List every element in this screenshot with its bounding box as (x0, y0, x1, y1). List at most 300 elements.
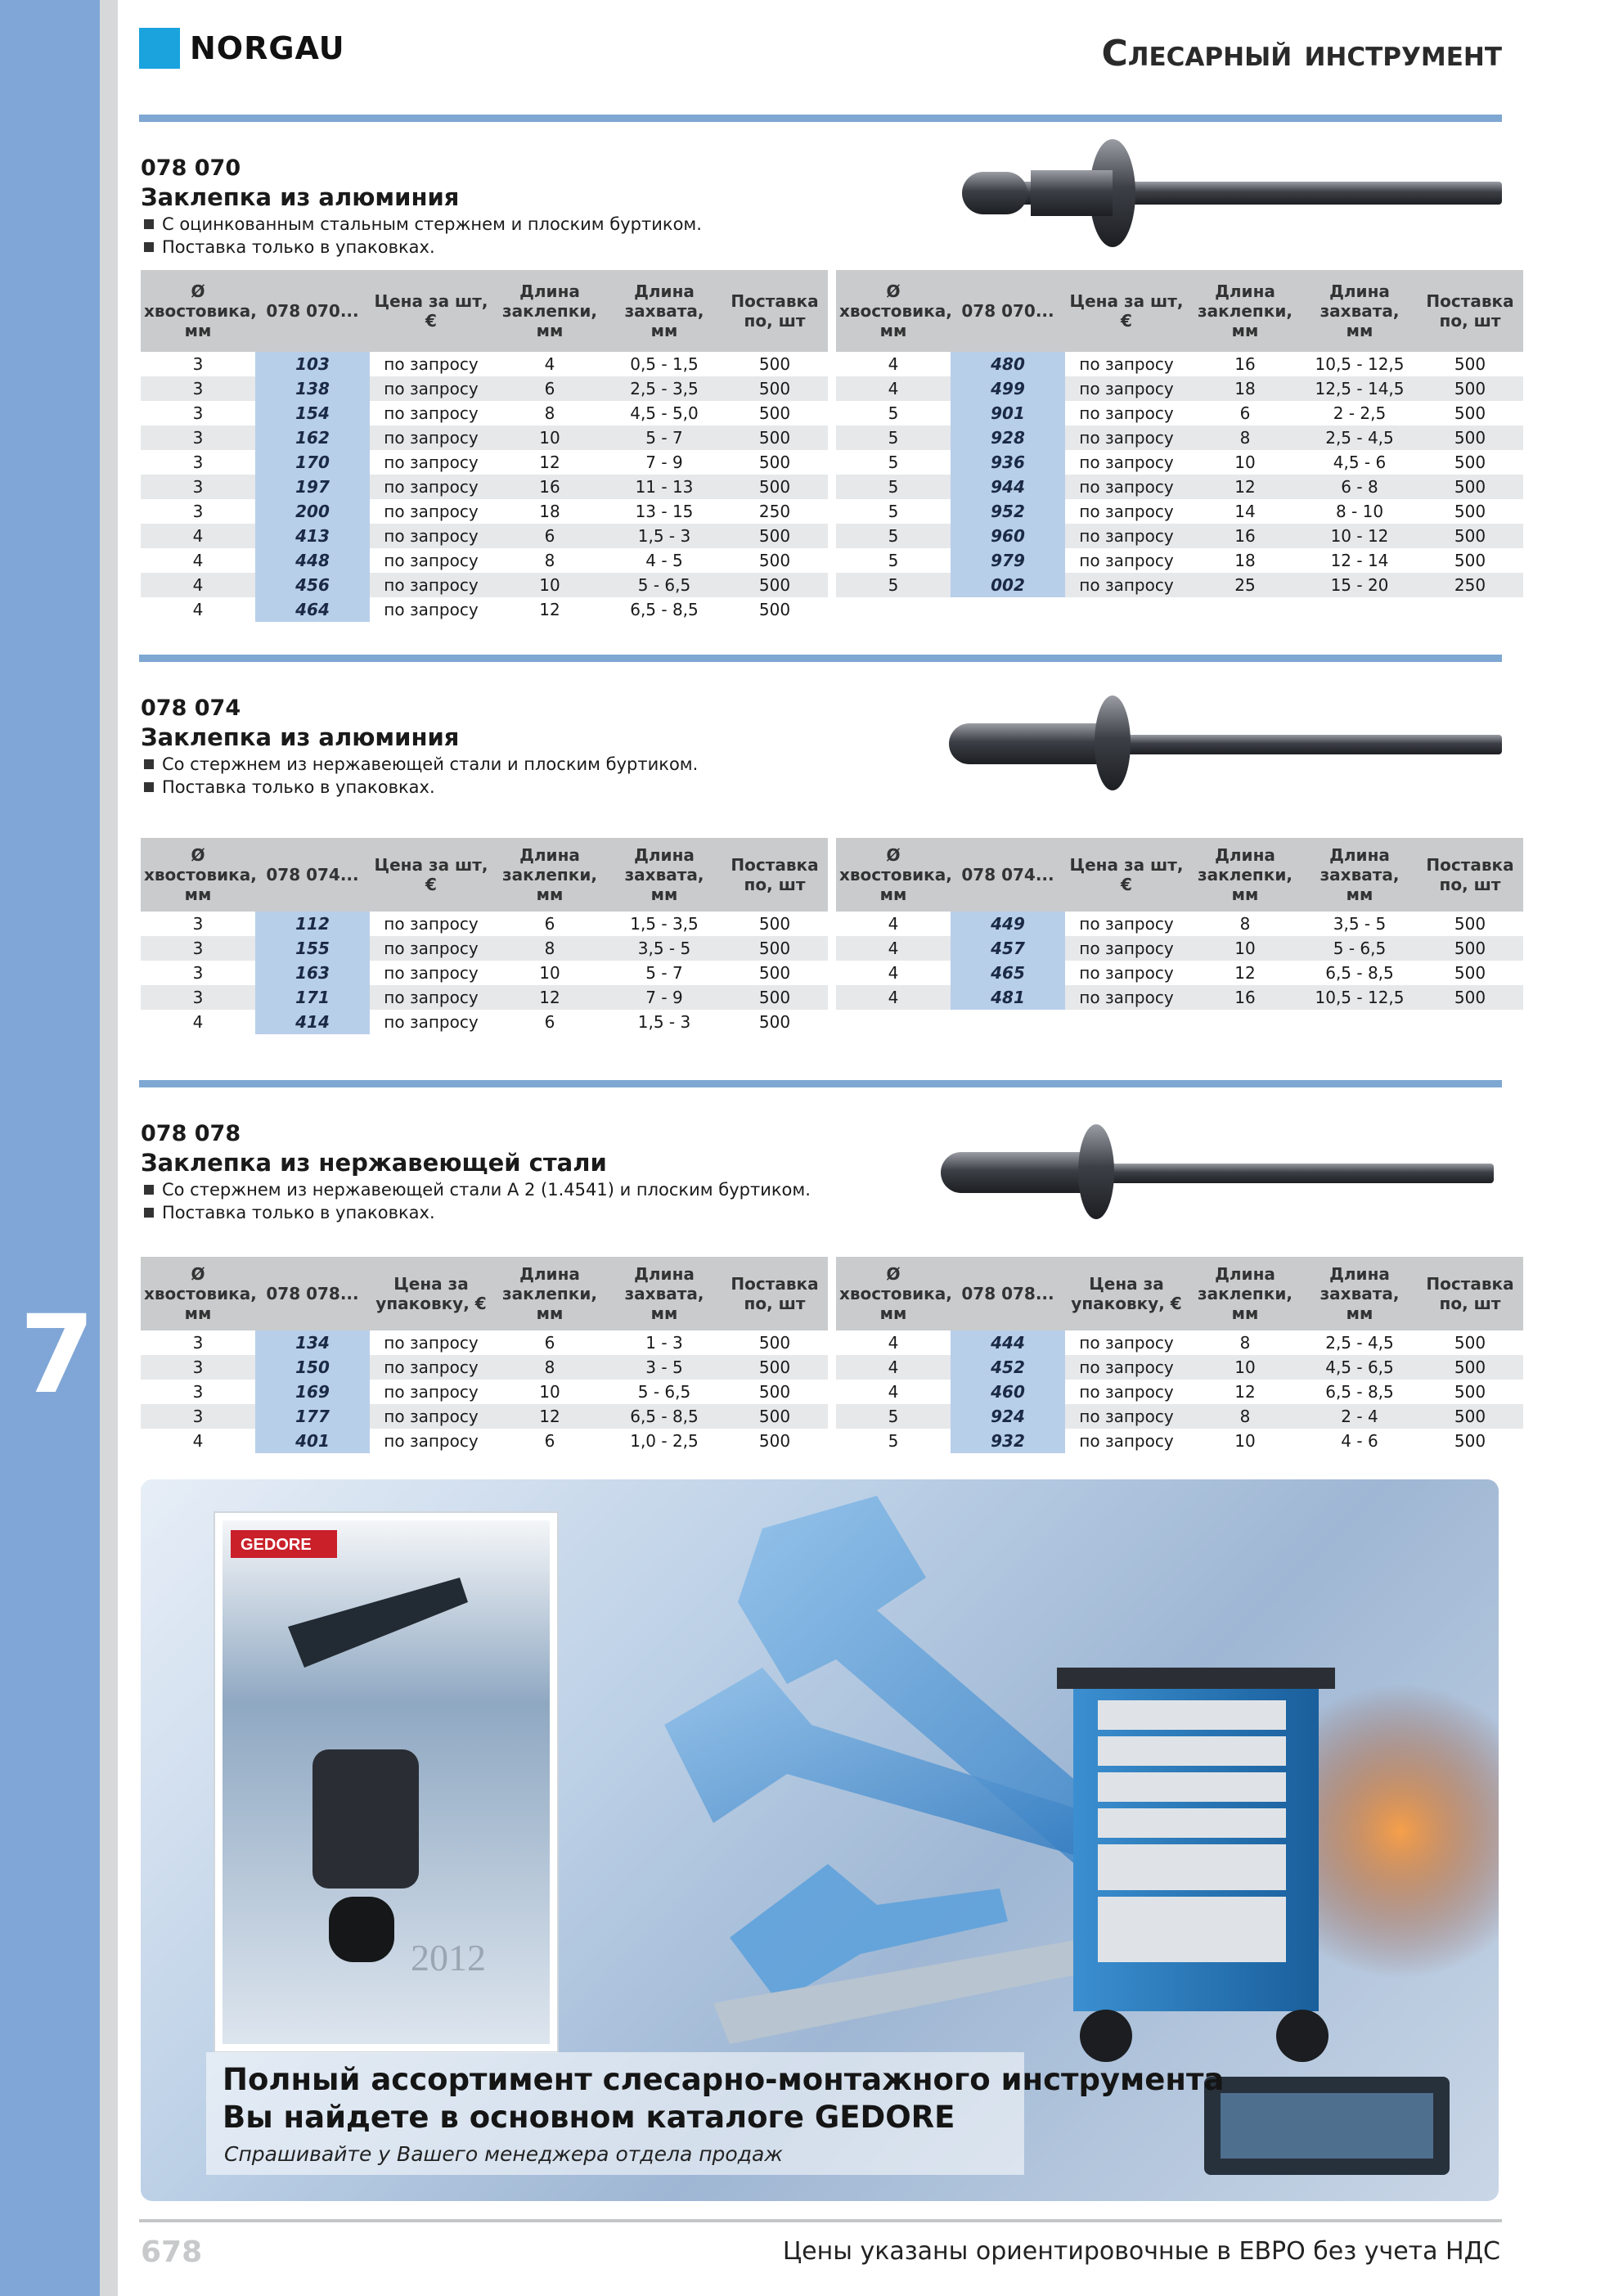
article-code-cell: 134 (255, 1330, 370, 1355)
table-cell: 4 (888, 354, 899, 374)
spec-table-left (141, 270, 828, 622)
table-cell: 8 (1188, 425, 1302, 450)
table-cell: 3 (192, 1382, 204, 1402)
section-divider (139, 115, 1502, 122)
catalog-brand-label: GEDORE (241, 1536, 312, 1554)
table-cell: 500 (1417, 524, 1523, 548)
table-cell: 500 (1454, 403, 1486, 423)
table-cell: по запросу (384, 1012, 479, 1032)
table-cell: 500 (1454, 452, 1486, 472)
column-header: Ø хвостовика, мм (836, 1257, 951, 1330)
table-cell: 500 (758, 403, 791, 423)
table-cell: 500 (758, 1382, 791, 1402)
table-cell: 3 (141, 425, 255, 450)
column-header: Длина заклепки, мм (1188, 838, 1302, 912)
table-cell: 12 (1188, 475, 1302, 499)
table-cell: 10 (1188, 1355, 1302, 1380)
table-cell: 10,5 - 12,5 (1302, 985, 1417, 1010)
column-header: 078 078... (255, 1257, 370, 1330)
table-cell: 10 (1234, 1431, 1256, 1451)
table-cell: 11 - 13 (607, 475, 722, 499)
table-cell: 6 - 8 (1302, 475, 1417, 499)
table-cell: 500 (758, 1431, 791, 1451)
table-row (836, 475, 1523, 499)
table-cell: 2,5 - 3,5 (607, 376, 722, 401)
table-cell: 5 (836, 573, 951, 597)
bullet-square-icon (144, 1185, 154, 1195)
table-row (836, 1404, 1523, 1429)
table-cell: 5 (888, 551, 899, 570)
brand-name: NORGAU (190, 30, 345, 66)
article-code-cell: 928 (951, 425, 1065, 450)
table-cell: 6,5 - 8,5 (1325, 963, 1394, 983)
table-cell: 500 (758, 551, 791, 570)
table-cell: 3 (192, 403, 204, 423)
table-cell: по запросу (1065, 573, 1188, 597)
section-bullets (141, 753, 698, 799)
table-cell: 6,5 - 8,5 (607, 1404, 722, 1429)
table-cell: 500 (722, 1355, 828, 1380)
table-cell: 8 (1239, 914, 1251, 934)
spec-table-right (836, 1257, 1523, 1453)
banner-note: Спрашивайте у Вашего менеджера отдела продаж (224, 2142, 783, 2166)
column-header: Ø хвостовика, мм (836, 270, 951, 352)
table-cell: 12 (492, 985, 607, 1010)
table-cell: 500 (1454, 963, 1486, 983)
column-header: Ø хвостовика, мм (141, 270, 255, 352)
table-row (141, 1010, 828, 1034)
table-cell: 4,5 - 6,5 (1302, 1355, 1417, 1380)
table-cell: 6 (544, 1333, 555, 1353)
table-row (836, 1380, 1523, 1404)
side-strip (0, 0, 100, 2296)
table-cell: 6 (1239, 403, 1251, 423)
table-cell: 500 (1454, 551, 1486, 570)
table-cell: 10 (492, 573, 607, 597)
article-code-cell: 413 (255, 524, 370, 548)
table-row (836, 1429, 1523, 1453)
table-cell: 2,5 - 4,5 (1325, 1333, 1394, 1353)
article-code-cell: 170 (255, 450, 370, 475)
table-cell: 3 (141, 1355, 255, 1380)
table-row (836, 352, 1523, 376)
table-cell: 6,5 - 8,5 (630, 600, 699, 619)
table-cell: 5 - 6,5 (1302, 936, 1417, 961)
column-header: Длина заклепки, мм (492, 1257, 607, 1330)
bullet-item: Поставка только в упаковках. (141, 1201, 811, 1224)
column-header: Длина заклепки, мм (492, 270, 607, 352)
table-row (141, 573, 828, 597)
article-code-cell: 960 (951, 524, 1065, 548)
logo-square-icon (139, 28, 180, 69)
gedore-banner (141, 1479, 1499, 2201)
article-code-cell: 480 (951, 352, 1065, 376)
table-cell: по запросу (370, 573, 492, 597)
table-cell: 8 (492, 936, 607, 961)
table-cell: 8 (1239, 1333, 1251, 1353)
table-cell: по запросу (1065, 1355, 1188, 1380)
article-code-cell: 103 (255, 352, 370, 376)
table-cell: 500 (758, 1333, 791, 1353)
table-cell: по запросу (370, 1404, 492, 1429)
column-header: Поставка по, шт (722, 270, 828, 352)
table-cell: 500 (1454, 354, 1486, 374)
table-cell: 16 (492, 475, 607, 499)
article-code-cell: 154 (255, 401, 370, 425)
article-code-cell: 200 (255, 499, 370, 524)
article-code-cell: 979 (951, 548, 1065, 573)
table-cell: 4 (192, 551, 204, 570)
article-code-cell: 449 (951, 912, 1065, 936)
table-cell: по запросу (370, 936, 492, 961)
table-cell: 500 (722, 936, 828, 961)
table-row (836, 1355, 1523, 1380)
column-header: Длина захвата, мм (1302, 838, 1417, 912)
table-row (836, 450, 1523, 475)
table-cell: 1 - 3 (645, 1333, 683, 1353)
table-cell: 5 (888, 452, 899, 472)
rivet-image (941, 694, 1505, 792)
table-row (141, 499, 828, 524)
catalog-year: 2012 (411, 1937, 486, 1979)
table-cell: 10 (539, 963, 560, 983)
table-cell: по запросу (370, 524, 492, 548)
footer-divider (139, 2219, 1502, 2222)
table-cell: 8 - 10 (1335, 502, 1384, 521)
column-header: Цена за шт, € (370, 270, 492, 352)
article-code-cell: 448 (255, 548, 370, 573)
table-row (836, 985, 1523, 1010)
page-title: Слесарный инструмент (1101, 33, 1502, 74)
table-row (141, 1330, 828, 1355)
article-code-cell: 481 (951, 985, 1065, 1010)
column-header: 078 070... (951, 270, 1065, 352)
table-row (141, 1429, 828, 1453)
column-header: Цена за шт, € (370, 838, 492, 912)
column-header: 078 078... (951, 1257, 1065, 1330)
article-code-cell: 155 (255, 936, 370, 961)
table-cell: 4 (544, 354, 555, 374)
table-cell: 500 (1417, 1404, 1523, 1429)
table-cell: 1,5 - 3 (637, 1012, 691, 1032)
table-row (836, 548, 1523, 573)
table-cell: 5 - 7 (607, 425, 722, 450)
table-row (141, 936, 828, 961)
table-cell: по запросу (1079, 1333, 1174, 1353)
table-cell: 4 (192, 1012, 204, 1032)
article-code-cell: 162 (255, 425, 370, 450)
table-cell: 25 (1188, 573, 1302, 597)
section-bullets (141, 213, 702, 259)
table-cell: по запросу (384, 1382, 479, 1402)
table-cell: 4 (836, 376, 951, 401)
table-cell: 16 (1188, 985, 1302, 1010)
table-cell: по запросу (1065, 376, 1188, 401)
table-cell: по запросу (384, 600, 479, 619)
column-header: Длина заклепки, мм (492, 838, 607, 912)
table-cell: 500 (1454, 1382, 1486, 1402)
column-header: 078 074... (951, 838, 1065, 912)
table-row (836, 425, 1523, 450)
article-code-cell: 401 (255, 1429, 370, 1453)
column-header: Длина заклепки, мм (1188, 270, 1302, 352)
table-cell: 6,5 - 8,5 (1325, 1382, 1394, 1402)
column-header: Ø хвостовика, мм (141, 838, 255, 912)
table-cell: 5 (888, 1431, 899, 1451)
article-code-cell: 460 (951, 1380, 1065, 1404)
table-cell: 5 (836, 524, 951, 548)
table-row (836, 376, 1523, 401)
table-row (836, 961, 1523, 985)
table-cell: 500 (1454, 502, 1486, 521)
article-code-cell: 163 (255, 961, 370, 985)
table-cell: 4 (836, 985, 951, 1010)
table-row (141, 401, 828, 425)
table-cell: 10,5 - 12,5 (1315, 354, 1405, 374)
table-cell: 3 (141, 985, 255, 1010)
table-cell: по запросу (370, 376, 492, 401)
table-cell: 3 (192, 1333, 204, 1353)
table-cell: 4 (888, 1382, 899, 1402)
section-code: 078 074 (141, 696, 241, 721)
table-cell: 12 (539, 452, 560, 472)
bullet-square-icon (144, 242, 154, 252)
section-code: 078 070 (141, 155, 241, 181)
table-cell: 8 (544, 551, 555, 570)
table-cell: 6 (492, 524, 607, 548)
table-cell: 1,5 - 3 (607, 524, 722, 548)
table-cell: 10 (539, 1382, 560, 1402)
table-cell: по запросу (1065, 985, 1188, 1010)
table-row (141, 597, 828, 622)
table-cell: 10 (1188, 936, 1302, 961)
footer-note: Цены указаны ориентировочные в ЕВРО без учета НДС (782, 2237, 1500, 2266)
article-code-cell: 924 (951, 1404, 1065, 1429)
section-title: Заклепка из алюминия (141, 723, 460, 751)
table-cell: 16 (1234, 354, 1256, 374)
table-cell: 4 (141, 524, 255, 548)
section-divider (139, 1080, 1502, 1087)
column-header: Цена за упаковку, € (1065, 1257, 1188, 1330)
table-cell: 3,5 - 5 (1333, 914, 1387, 934)
column-header: Поставка по, шт (722, 1257, 828, 1330)
bullet-item: Поставка только в упаковках. (141, 236, 702, 259)
table-cell: 4 (888, 914, 899, 934)
table-row (141, 1404, 828, 1429)
table-cell: по запросу (1079, 963, 1174, 983)
table-cell: по запросу (1079, 914, 1174, 934)
column-header: Цена за шт, € (1065, 838, 1188, 912)
article-code-cell: 464 (255, 597, 370, 622)
table-cell: 3 (192, 354, 204, 374)
table-cell: 3 (141, 1404, 255, 1429)
table-cell: по запросу (370, 1355, 492, 1380)
table-cell: 3 (192, 452, 204, 472)
page-number: 678 (141, 2235, 203, 2269)
table-cell: 500 (1417, 1355, 1523, 1380)
banner-subheadline: Вы найдете в основном каталоге GEDORE (223, 2100, 955, 2135)
table-cell: 14 (1234, 502, 1256, 521)
table-cell: 3 (192, 502, 204, 521)
table-cell: 3 (141, 475, 255, 499)
column-header: Длина захвата, мм (607, 838, 722, 912)
table-cell: 7 - 9 (607, 985, 722, 1010)
table-cell: 500 (722, 573, 828, 597)
section-code: 078 078 (141, 1121, 241, 1146)
table-row (141, 1355, 828, 1380)
table-cell: 3 (141, 936, 255, 961)
bullet-item: С оцинкованным стальным стержнем и плоским буртиком. (141, 213, 702, 236)
table-cell: по запросу (384, 452, 479, 472)
spec-table-right (836, 838, 1523, 1010)
table-cell: 12,5 - 14,5 (1302, 376, 1417, 401)
table-cell: 12 (539, 600, 560, 619)
table-cell: 5 (888, 403, 899, 423)
article-code-cell: 944 (951, 475, 1065, 499)
column-header: Цена за упаковку, € (370, 1257, 492, 1330)
table-cell: 4 (141, 573, 255, 597)
table-cell: 500 (1454, 1333, 1486, 1353)
table-row (141, 961, 828, 985)
bullet-square-icon (144, 1208, 154, 1218)
table-cell: 5 (836, 1404, 951, 1429)
table-cell: 5 (836, 425, 951, 450)
table-cell: 6 (544, 1431, 555, 1451)
column-header: Ø хвостовика, мм (836, 838, 951, 912)
table-cell: 500 (758, 600, 791, 619)
table-cell: по запросу (1079, 403, 1174, 423)
table-cell: по запросу (384, 551, 479, 570)
table-cell: 10 - 12 (1302, 524, 1417, 548)
table-cell: 250 (1417, 573, 1523, 597)
table-cell: 10 (492, 425, 607, 450)
article-code-cell: 150 (255, 1355, 370, 1380)
table-cell: 13 - 15 (635, 502, 694, 521)
table-cell: 500 (722, 1404, 828, 1429)
column-header: 078 074... (255, 838, 370, 912)
table-cell: 500 (758, 963, 791, 983)
column-header: Поставка по, шт (1417, 1257, 1523, 1330)
table-row (836, 912, 1523, 936)
spec-table-right (836, 270, 1523, 597)
column-header: Цена за шт, € (1065, 270, 1188, 352)
table-cell: 4 - 5 (645, 551, 683, 570)
article-code-cell: 952 (951, 499, 1065, 524)
table-cell: 500 (722, 376, 828, 401)
bullet-square-icon (144, 782, 154, 792)
table-cell: 4 (836, 936, 951, 961)
table-cell: по запросу (384, 1333, 479, 1353)
column-header: Ø хвостовика, мм (141, 1257, 255, 1330)
section-bullets (141, 1178, 811, 1224)
column-header: 078 070... (255, 270, 370, 352)
table-cell: 2,5 - 4,5 (1302, 425, 1417, 450)
table-cell: 3 - 5 (607, 1355, 722, 1380)
table-cell: 18 (539, 502, 560, 521)
table-cell: 500 (1417, 936, 1523, 961)
article-code-cell: 457 (951, 936, 1065, 961)
table-cell: по запросу (384, 403, 479, 423)
table-row (141, 450, 828, 475)
article-code-cell: 499 (951, 376, 1065, 401)
bullet-item: Со стержнем из нержавеющей стали и плоским буртиком. (141, 753, 698, 776)
table-cell: по запросу (1079, 354, 1174, 374)
table-row (141, 352, 828, 376)
table-cell: 5 - 6,5 (637, 1382, 691, 1402)
table-cell: по запросу (384, 914, 479, 934)
article-code-cell: 171 (255, 985, 370, 1010)
article-code-cell: 197 (255, 475, 370, 499)
table-cell: 4 - 6 (1341, 1431, 1378, 1451)
column-header: Длина захвата, мм (1302, 1257, 1417, 1330)
table-cell: 1,5 - 3,5 (630, 914, 699, 934)
table-cell: 500 (1454, 914, 1486, 934)
column-header: Поставка по, шт (722, 838, 828, 912)
table-row (836, 936, 1523, 961)
column-header: Длина захвата, мм (1302, 270, 1417, 352)
table-row (141, 548, 828, 573)
table-cell: по запросу (1079, 551, 1174, 570)
table-row (141, 985, 828, 1010)
table-cell: 500 (1454, 1431, 1486, 1451)
table-cell: 500 (1417, 425, 1523, 450)
table-cell: 6 (492, 376, 607, 401)
section-title: Заклепка из алюминия (141, 183, 460, 211)
table-cell: 5 (888, 502, 899, 521)
table-cell: 4,5 - 5,0 (630, 403, 699, 423)
table-cell: 4 (888, 1333, 899, 1353)
column-header: Поставка по, шт (1417, 270, 1523, 352)
table-cell: 250 (758, 502, 791, 521)
table-cell: 16 (1188, 524, 1302, 548)
bullet-square-icon (144, 219, 154, 229)
table-row (836, 499, 1523, 524)
article-code-cell: 936 (951, 450, 1065, 475)
table-cell: 500 (758, 914, 791, 934)
spec-table-left (141, 1257, 828, 1453)
column-header: Длина заклепки, мм (1188, 1257, 1302, 1330)
side-strip-gray (100, 0, 118, 2296)
table-cell: 500 (758, 354, 791, 374)
article-code-cell: 414 (255, 1010, 370, 1034)
brand-logo (139, 28, 345, 69)
article-code-cell: 456 (255, 573, 370, 597)
table-row (836, 573, 1523, 597)
table-cell: 18 (1234, 551, 1256, 570)
chapter-number: 7 (20, 1292, 95, 1418)
table-row (141, 912, 828, 936)
column-header: Поставка по, шт (1417, 838, 1523, 912)
table-cell: 4,5 - 6 (1333, 452, 1387, 472)
table-cell: 500 (1417, 985, 1523, 1010)
table-cell: 3 (192, 914, 204, 934)
table-cell: по запросу (1079, 1382, 1174, 1402)
table-cell: по запросу (370, 425, 492, 450)
table-cell: по запросу (384, 502, 479, 521)
spec-table-left (141, 838, 828, 1034)
table-cell: по запросу (370, 475, 492, 499)
table-row (836, 1330, 1523, 1355)
table-cell: по запросу (1065, 475, 1188, 499)
bullet-square-icon (144, 759, 154, 769)
article-code-cell: 932 (951, 1429, 1065, 1453)
table-cell: 500 (722, 524, 828, 548)
table-cell: 7 - 9 (645, 452, 683, 472)
table-cell: 4 (192, 600, 204, 619)
column-header: Длина захвата, мм (607, 270, 722, 352)
table-cell: 15 - 20 (1302, 573, 1417, 597)
article-code-cell: 002 (951, 573, 1065, 597)
